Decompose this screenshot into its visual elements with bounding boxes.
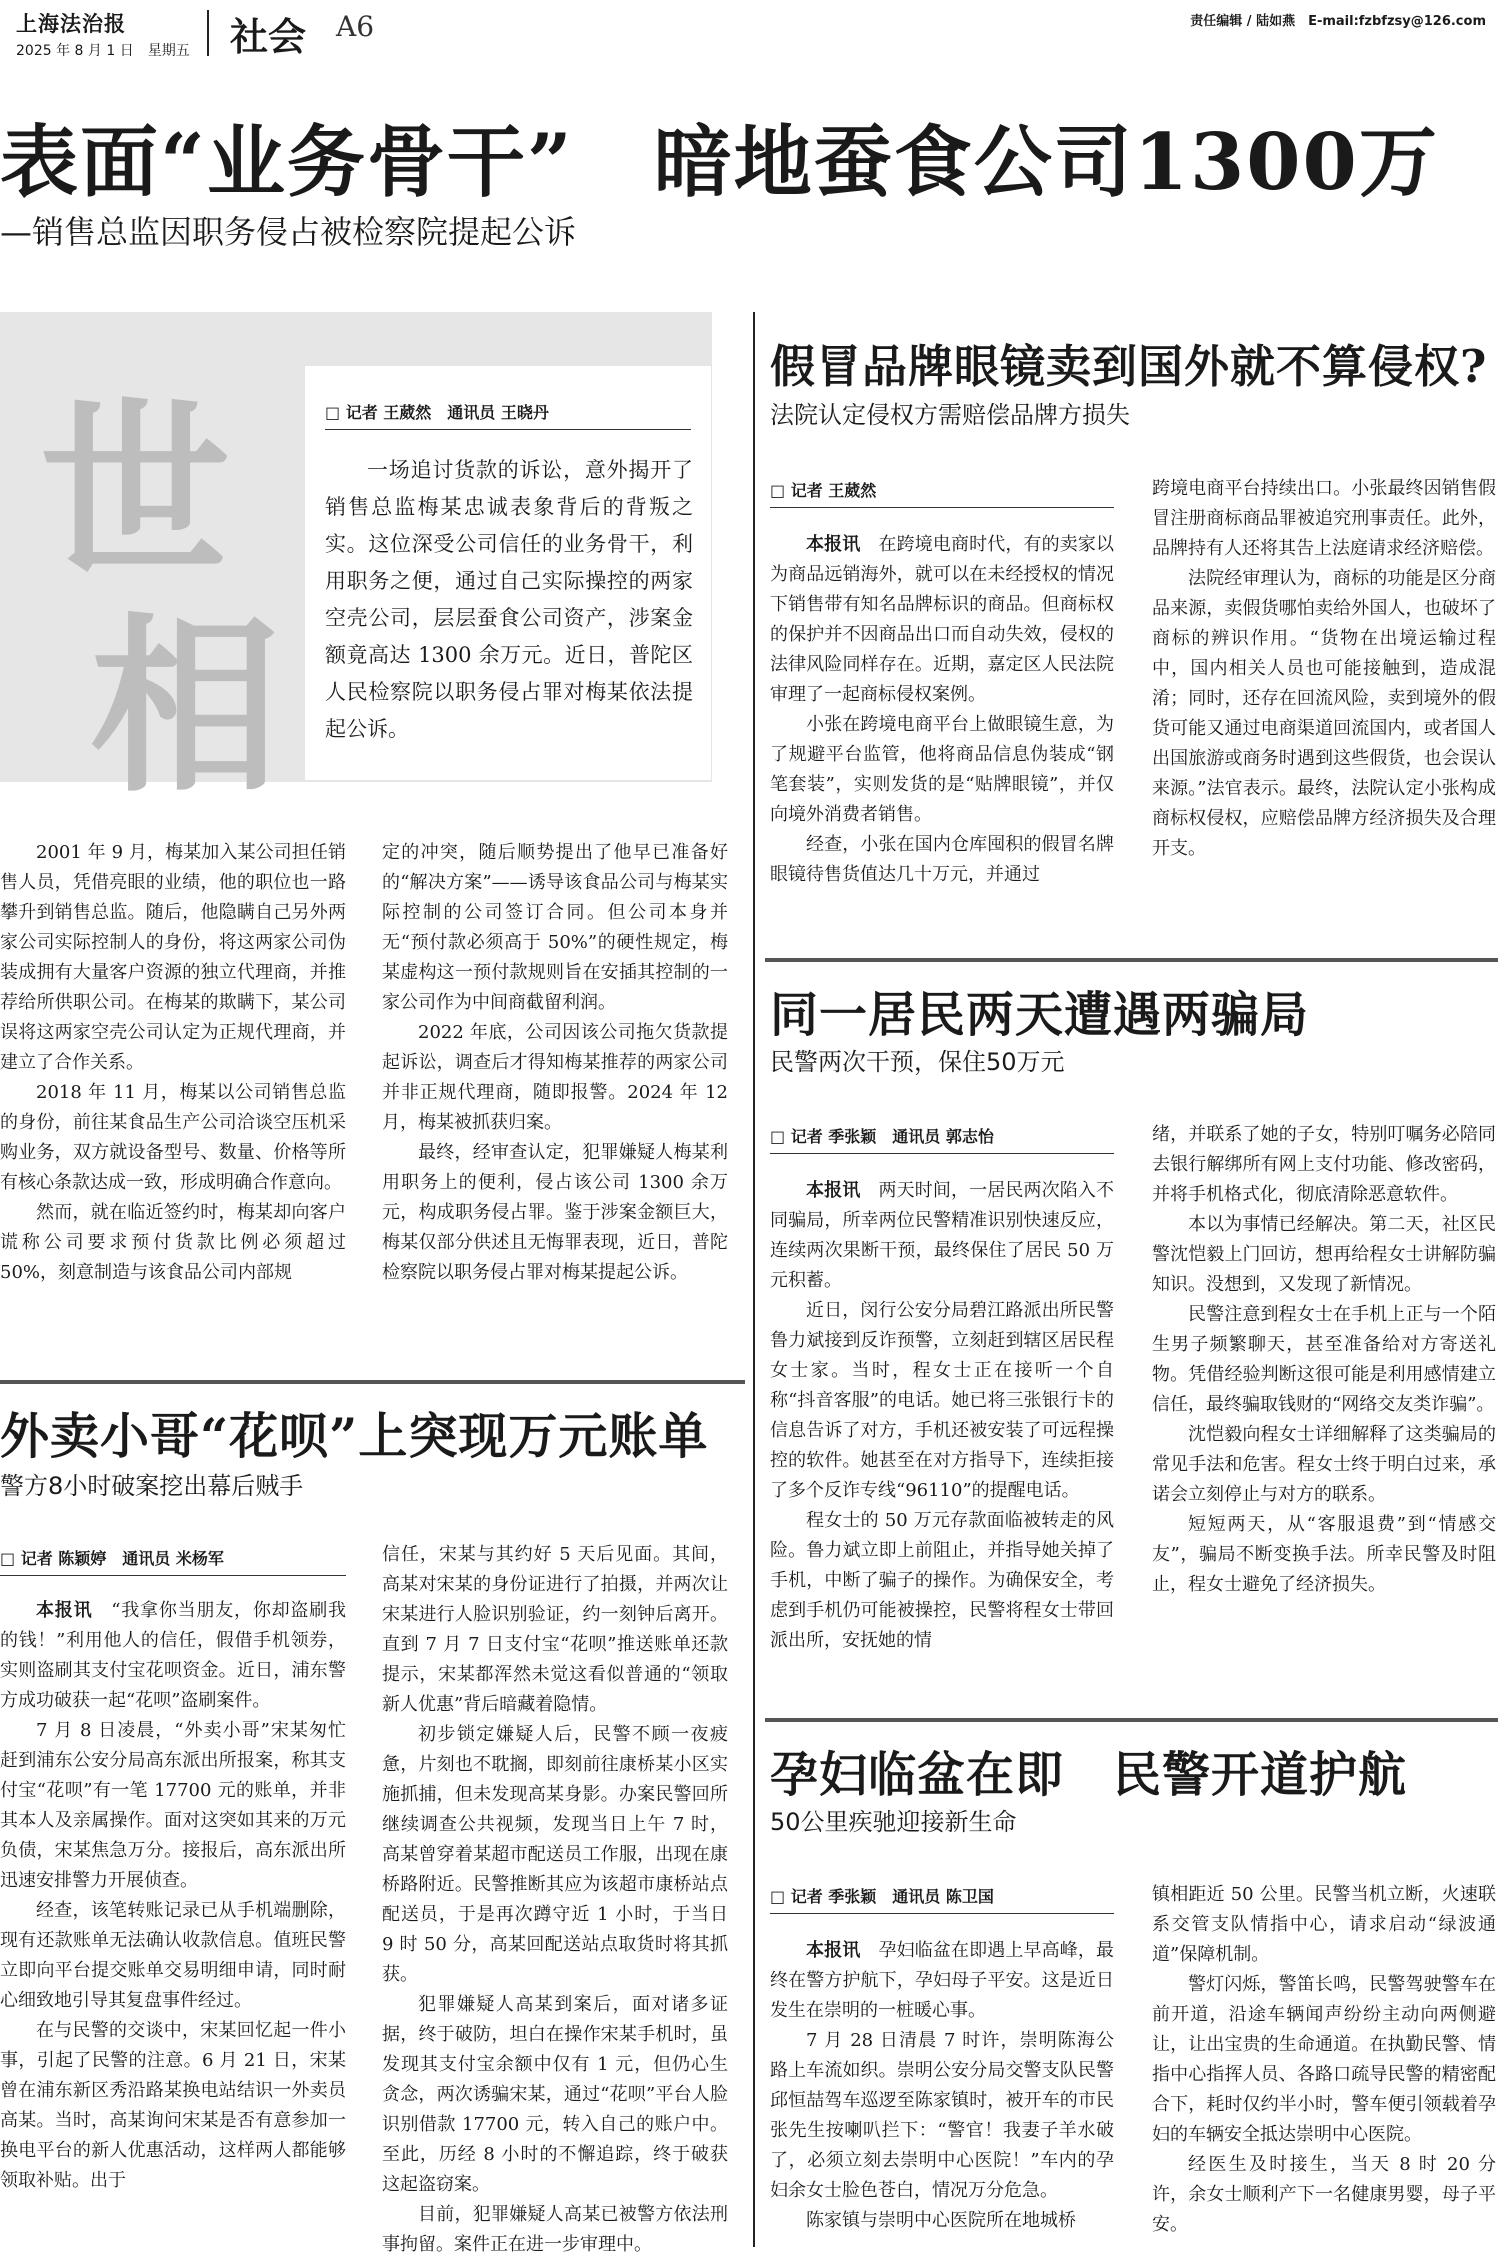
glasses-paragraph-1: 在跨境电商时代，有的卖家以为商品远销海外，就可以在未经授权的情况下销售带有知名品牌标识的商品。但商标权的保护并不因商品出口而自动失效，侵权的法律风险同样存在。近期，嘉定区人民法院审理了一起商标侵权案例。: [770, 534, 1114, 705]
scam-paragraph-2: 近日，闵行公安分局碧江路派出所民警鲁力斌接到反诈预警，立刻赶到辖区居民程女士家。当时，程女士正在接听一个自称“抖音客服”的电话。她已将三张银行卡的信息告诉了对方，手机还被安装了可远程操控的软件。她甚至在对方指导下，连续拒接了多个反诈专线“96110”的提醒电话。: [770, 1300, 1114, 1501]
huabei-col-2: [382, 1540, 728, 2253]
scam-paragraph-1: 两天时间，一居民两次陷入不同骗局，所幸两位民警精准识别快速反应，连续两次果断干预，最终保住了居民 50 万元积蓄。: [770, 1180, 1114, 1291]
scam-subheadline: 民警两次干预，保住50万元: [770, 1048, 1065, 1076]
pregnant-paragraph-5: 警灯闪烁，警笛长鸣，民警驾驶警车在前开道，沿途车辆闻声纷纷主动向两侧避让，让出宝贵的生命通道。在执勤民警、情指中心指挥人员、各路口疏导民警的精密配合下，耗时仅约半小时，警车便引领载着孕妇的车辆安全抵达崇明中心医院。: [1152, 1974, 1496, 2145]
huabei-paragraph-4: 在与民警的交谈中，宋某回忆起一件小事，引起了民警的注意。6 月 21 日，宋某曾在浦东新区秀沿路某换电站结识一外卖员高某。当时，高某询问宋某是否有意参加一换电平台的新人优惠活动，这样两人都能够领取补贴。出于: [0, 2020, 346, 2191]
pregnant-headline: 孕妇临盆在即 民警开道护航: [770, 1747, 1408, 1803]
huabei-paragraph-2: 7 月 8 日凌晨，“外卖小哥”宋某匆忙赶到浦东公安分局高东派出所报案，称其支付宝“花呗”有一笔 17700 元的账单，并非其本人及亲属操作。面对这突如其来的万元负债，宋某焦急万分。接报后，高东派出所迅速安排警力开展侦查。: [0, 1720, 346, 1891]
lead-paragraph-5: 2022 年底，公司因该公司拖欠货款提起诉讼，调查后才得知梅某推荐的两家公司并非正规代理商，随即报警。2024 年 12 月，梅某被抓获归案。: [382, 1022, 728, 1133]
glasses-headline: 假冒品牌眼镜卖到国外就不算侵权?: [770, 340, 1488, 393]
lead-story-col-2: [382, 838, 728, 1288]
scam-headline: 同一居民两天遭遇两骗局: [770, 987, 1310, 1043]
column-char-xiang: 相: [90, 595, 281, 818]
glasses-col-1: [770, 530, 1114, 890]
glasses-paragraph-3: 经查，小张在国内仓库囤积的假冒名牌眼镜待售货值达几十万元，并通过: [770, 834, 1114, 885]
column-char-shi: 世: [40, 380, 231, 603]
lead-paragraph-3: 然而，就在临近签约时，梅某却向客户谎称公司要求预付货款比例必须超过 50%，刻意制造与该食品公司内部规: [0, 1202, 346, 1283]
lead-headline: 表面“业务骨干” 暗地蚕食公司1300万: [0, 117, 1439, 208]
huabei-tag: 本报讯: [36, 1600, 93, 1621]
scam-paragraph-7: 沈恺毅向程女士详细解释了这类骗局的常见手法和危害。程女士终于明白过来，承诺会立刻停止与对方的联系。: [1152, 1424, 1496, 1505]
lead-paragraph-4: 定的冲突，随后顺势提出了他早已准备好的“解决方案”——诱导该食品公司与梅某实际控制的公司签订合同。但公司本身并无“预付款必须高于 50%”的硬性规定，梅某虚构这一预付款规则旨在安插其控制的一家公司作为中间商截留利润。: [382, 842, 728, 1013]
scam-paragraph-4: 绪，并联系了她的子女，特别叮嘱务必陪同去银行解绑所有网上支付功能、修改密码，并将手机格式化，彻底清除恶意软件。: [1152, 1124, 1496, 1205]
scam-paragraph-8: 短短两天，从“客服退费”到“情感交友”，骗局不断变换手法。所幸民警及时阻止，程女士避免了经济损失。: [1152, 1514, 1496, 1595]
pregnant-tag: 本报讯: [806, 1940, 861, 1961]
glasses-subheadline: 法院认定侵权方需赔偿品牌方损失: [770, 401, 1130, 429]
huabei-subheadline: 警方8小时破案挖出幕后贼手: [0, 1472, 304, 1500]
scam-col-2: [1152, 1120, 1496, 1600]
glasses-paragraph-5: 法院经审理认为，商标的功能是区分商品来源，卖假货哪怕卖给外国人，也破坏了商标的辨识作用。“货物在出境运输过程中，国内相关人员也可能接触到，造成混淆；同时，还存在回流风险，卖到境外的假货可能又通过电商渠道回流国内，或者国人出国旅游或商务时遇到这些假货，也会误认来源。”法官表示。最终，法院认定小张构成商标权侵权，应赔偿品牌方经济损失及合理开支。: [1152, 568, 1496, 859]
pregnant-col-1: [770, 1936, 1114, 2236]
lead-subheadline: —销售总监因职务侵占被检察院提起公诉: [0, 213, 577, 251]
editor-info: 责任编辑 / 陆如燕 E-mail:fzbfzsy@126.com: [1190, 14, 1486, 29]
section-rule: [765, 1718, 1498, 1722]
pregnant-paragraph-4: 镇相距近 50 公里。民警当机立断，火速联系交管支队情指中心，请求启动“绿波通道”保障机制。: [1152, 1884, 1496, 1965]
huabei-paragraph-3: 经查，该笔转账记录已从手机端删除，现有还款账单无法确认收款信息。值班民警立即向平台提交账单交易明细申请，同时耐心细致地引导其复盘事件经过。: [0, 1900, 346, 2011]
pregnant-byline: □ 记者 季张颖 通讯员 陈卫国: [770, 1884, 1114, 1914]
lead-paragraph-1: 2001 年 9 月，梅某加入某公司担任销售人员，凭借亮眼的业绩，他的职位也一路攀升到销售总监。随后，他隐瞒自己另外两家公司实际控制人的身份，将这两家公司伪装成拥有大量客户资源的独立代理商，并推荐给所供职公司。在梅某的欺瞒下，某公司误将这两家空壳公司认定为正规代理商，并建立了合作关系。: [0, 842, 346, 1073]
pregnant-subheadline: 50公里疾驰迎接新生命: [770, 1808, 1017, 1836]
glasses-byline: □ 记者 王葳然: [770, 478, 1114, 508]
lead-paragraph-2: 2018 年 11 月，梅某以公司销售总监的身份，前往某食品生产公司洽谈空压机采购业务，双方就设备型号、数量、价格等所有核心条款达成一致，形成明确合作意向。: [0, 1082, 346, 1193]
pregnant-paragraph-3: 陈家镇与崇明中心医院所在地城桥: [806, 2210, 1076, 2231]
scam-paragraph-6: 民警注意到程女士在手机上正与一个陌生男子频繁聊天，甚至准备给对方寄送礼物。凭借经验判断这很可能是利用感情建立信任，最终骗取钱财的“网络交友类诈骗”。: [1152, 1304, 1496, 1415]
huabei-col-1: [0, 1596, 346, 2196]
glasses-paragraph-4: 跨境电商平台持续出口。小张最终因销售假冒注册商标商品罪被追究刑事责任。此外，品牌持有人还将其告上法庭请求经济赔偿。: [1152, 478, 1496, 559]
section-name: 社会: [230, 14, 307, 59]
huabei-paragraph-1: “我拿你当朋友，你却盗刷我的钱！”利用他人的信任，假借手机领券，实则盗刷其支付宝花呗资金。近日，浦东警方成功破获一起“花呗”盗刷案件。: [0, 1600, 347, 1711]
section-rule: [0, 1380, 745, 1384]
glasses-tag: 本报讯: [806, 534, 861, 555]
masthead-divider: [207, 10, 209, 56]
lead-paragraph-6: 最终，经审查认定，犯罪嫌疑人梅某利用职务上的便利，侵占该公司 1300 余万元，构成职务侵占罪。鉴于涉案金额巨大，梅某仅部分供述且无悔罪表现，近日，普陀检察院以职务侵占罪对梅某提起公诉。: [382, 1142, 728, 1283]
huabei-byline: □ 记者 陈颖婷 通讯员 米杨军: [0, 1546, 346, 1576]
lead-box: [305, 366, 711, 780]
huabei-paragraph-5: 信任，宋某与其约好 5 天后见面。其间，高某对宋某的身份证进行了拍摄，并两次让宋某进行人脸识别验证，约一刻钟后离开。直到 7 月 7 日支付宝“花呗”推送账单还款提示，宋某都浑然未觉这看似普通的“领取新人优惠”背后暗藏着隐情。: [382, 1544, 728, 1715]
scam-paragraph-3: 程女士的 50 万元存款面临被转走的风险。鲁力斌立即上前阻止，并指导她关掉了手机，中断了骗子的操作。为确保安全，考虑到手机仍可能被操控，民警将程女士带回派出所，安抚她的情: [770, 1510, 1114, 1651]
huabei-headline: 外卖小哥“花呗”上突现万元账单: [0, 1407, 709, 1465]
column-divider: [753, 312, 755, 2247]
scam-byline: □ 记者 季张颖 通讯员 郭志怡: [770, 1124, 1114, 1154]
lead-story-col-1: [0, 838, 346, 1288]
issue-date: 2025 年 8 月 1 日 星期五: [16, 43, 190, 59]
scam-paragraph-5: 本以为事情已经解决。第二天，社区民警沈恺毅上门回访，想再给程女士讲解防骗知识。没想到，又发现了新情况。: [1152, 1214, 1496, 1295]
page-number: A6: [336, 10, 375, 43]
section-rule: [765, 958, 1498, 962]
pregnant-col-2: [1152, 1880, 1496, 2240]
scam-col-1: [770, 1176, 1114, 1656]
lead-byline: □ 记者 王葳然 通讯员 王晓丹: [325, 400, 691, 430]
glasses-paragraph-2: 小张在跨境电商平台上做眼镜生意，为了规避平台监管，他将商品信息伪装成“钢笔套装”，实则发货的是“贴牌眼镜”，并仅向境外消费者销售。: [770, 714, 1114, 825]
pregnant-paragraph-1: 孕妇临盆在即遇上早高峰，最终在警方护航下，孕妇母子平安。这是近日发生在崇明的一桩暖心事。: [770, 1940, 1114, 2021]
pregnant-paragraph-6: 经医生及时接生，当天 8 时 20 分许，余女士顺利产下一名健康男婴，母子平安。: [1152, 2154, 1496, 2235]
huabei-paragraph-8: 目前，犯罪嫌疑人高某已被警方依法刑事拘留。案件正在进一步审理中。: [382, 2204, 728, 2253]
huabei-paragraph-6: 初步锁定嫌疑人后，民警不顾一夜疲惫，片刻也不耽搁，即刻前往康桥某小区实施抓捕，但未发现高某身影。办案民警回所继续调查公共视频，发现当日上午 7 时，高某曾穿着某超市配送员工作服，出现在康桥路附近。民警推断其应为该超市康桥站点配送员，于是再次蹲守近 1 小时，于当日 9 时 50 分，高某回配送站点取货时将其抓获。: [382, 1724, 728, 1985]
pregnant-paragraph-2: 7 月 28 日清晨 7 时许，崇明陈海公路上车流如织。崇明公安分局交警支队民警邱恒喆驾车巡逻至陈家镇时，被开车的市民张先生按喇叭拦下：“警官！我妻子羊水破了，必须立刻去崇明中心医院！”车内的孕妇余女士脸色苍白，情况万分危急。: [770, 2030, 1114, 2201]
glasses-col-2: [1152, 474, 1496, 864]
scam-tag: 本报讯: [806, 1180, 861, 1201]
lead-paragraph: 一场追讨货款的诉讼，意外揭开了销售总监梅某忠诚表象背后的背叛之实。这位深受公司信任的业务骨干，利用职务之便，通过自己实际操控的两家空壳公司，层层蚕食公司资产，涉案金额竟高达 1300 余万元。近日，普陀区人民检察院以职务侵占罪对梅某依法提起公诉。: [325, 458, 693, 741]
huabei-paragraph-7: 犯罪嫌疑人高某到案后，面对诸多证据，终于破防，坦白在操作宋某手机时，虽发现其支付宝余额中仅有 1 元，但仍心生贪念，两次诱骗宋某，通过“花呗”平台人脸识别借款 17700 元，转入自己的账户中。至此，历经 8 小时的不懈追踪，终于破获这起盗窃案。: [382, 1994, 728, 2195]
newspaper-logo: 上海法治报: [16, 11, 126, 36]
